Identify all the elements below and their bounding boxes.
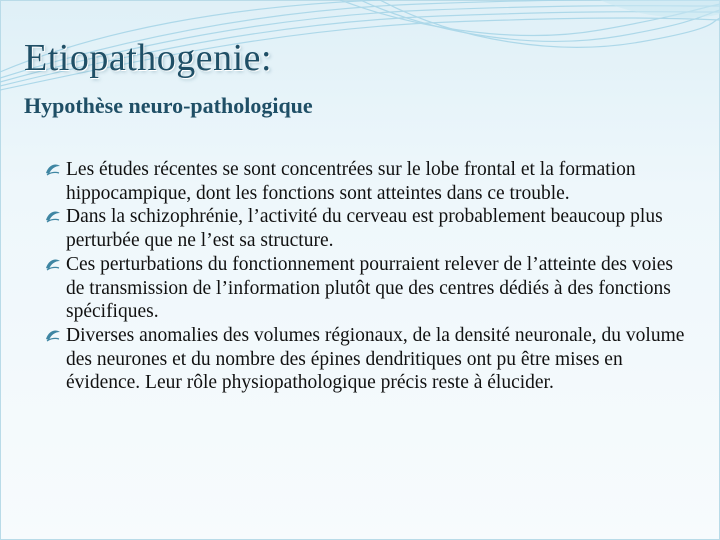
bullet-list	[46, 158, 686, 395]
bullet-text: Les études récentes se sont concentrées sur le lobe frontal et la formation hippocampique, dont les fonctions sont atteintes dans ce trouble.	[66, 159, 636, 204]
flourish-bullet-icon	[44, 160, 62, 178]
flourish-bullet-icon	[44, 207, 62, 225]
flourish-bullet-icon	[44, 255, 62, 273]
slide-subtitle: Hypothèse neuro-pathologique	[24, 93, 313, 118]
bullet-item	[46, 205, 686, 252]
bullet-item	[46, 324, 686, 395]
bullet-item	[46, 253, 686, 324]
bullet-text: Dans la schizophrénie, l’activité du cerveau est probablement beaucoup plus perturbée que ne l’est sa structure.	[66, 206, 663, 252]
bullet-text: Diverses anomalies des volumes régionaux, de la densité neuronale, du volume des neurones et du nombre des épines dendritiques ont pu être mises en évidence. Leur rôle physiopathologique précis reste à élucider.	[66, 324, 685, 394]
flourish-bullet-icon	[44, 326, 62, 344]
bullet-text: Ces perturbations du fonctionnement pourraient relever de l’atteinte des voies de transmission de l’information plutôt que des centres dédiés à des fonctions spécifiques.	[66, 253, 674, 323]
slide-title: Etiopathogenie:	[24, 37, 273, 79]
bullet-item	[46, 158, 686, 205]
